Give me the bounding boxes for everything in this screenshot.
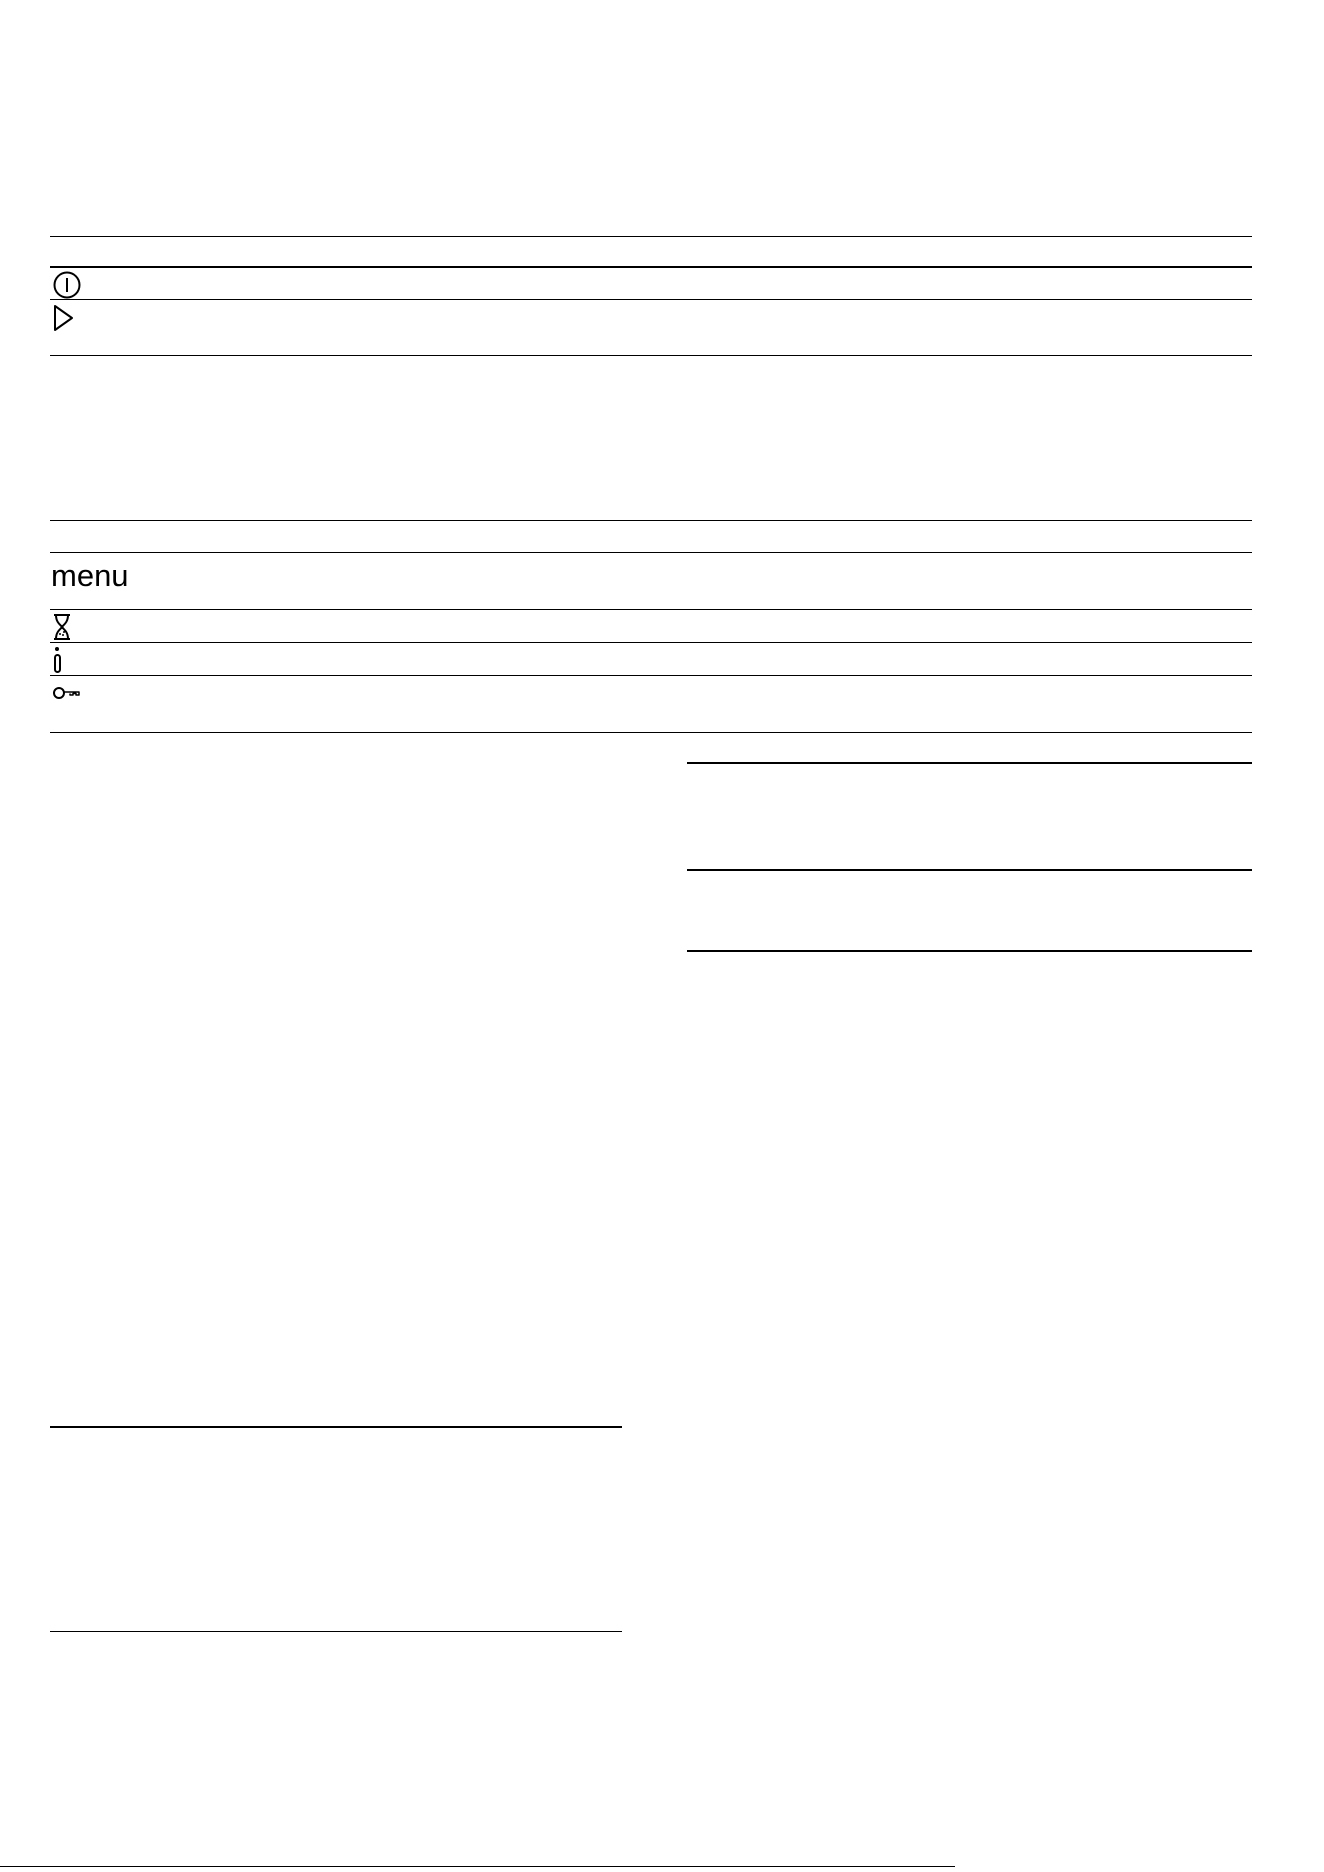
left-table-bottom-rule [50, 1631, 622, 1632]
table-2-top-rule [50, 520, 1252, 521]
hourglass-timer-icon [52, 613, 72, 641]
table-2-row-divider-2 [50, 642, 1252, 643]
right-table-top-rule [687, 762, 1252, 764]
key-childlock-icon [52, 685, 82, 701]
table-2-header-rule [50, 552, 1252, 553]
footer-rule [0, 1866, 955, 1867]
table-1-header-rule [50, 266, 1252, 268]
power-icon [52, 270, 82, 300]
table-2-row-divider-1 [50, 609, 1252, 610]
table-2-row-divider-3 [50, 675, 1252, 676]
table-1-bottom-rule [50, 355, 1252, 356]
menu-button-label: menu [51, 558, 129, 593]
left-table-top-rule [50, 1426, 622, 1428]
right-table-bottom-rule [687, 950, 1252, 952]
table-1-row-divider [50, 299, 1252, 300]
info-icon [52, 646, 64, 674]
table-1-top-rule [50, 236, 1252, 237]
play-start-icon [52, 302, 76, 334]
right-table-middle-rule [687, 869, 1252, 871]
table-2-bottom-rule [50, 732, 1252, 733]
